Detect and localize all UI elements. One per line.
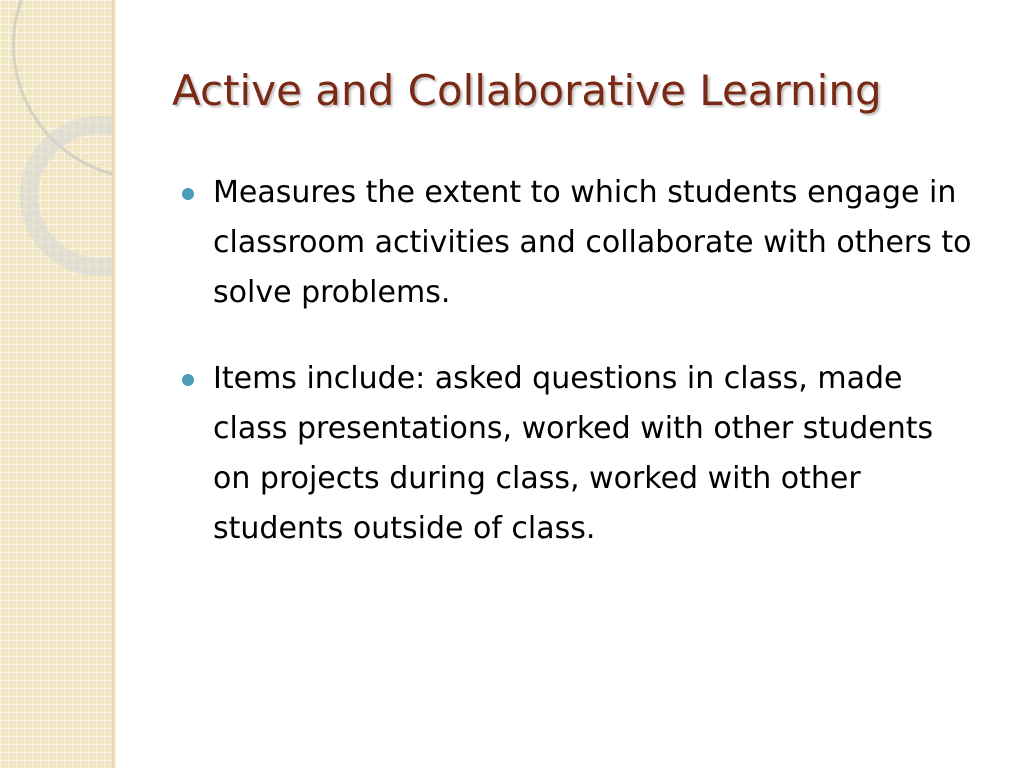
- bullet-dot-icon: [182, 374, 194, 386]
- decorative-side-band: [0, 0, 112, 768]
- decorative-ring-small: [20, 116, 112, 276]
- bullet-item: [182, 168, 972, 318]
- slide-title: Active and Collaborative Learning: [172, 66, 882, 115]
- bullet-dot-icon: [182, 188, 194, 200]
- side-band-edge: [112, 0, 116, 768]
- bullet-text: Measures the extent to which students engage in classroom activities and collaborate with others to solve problems.: [213, 175, 972, 310]
- bullet-text: Items include: asked questions in class, made class presentations, worked with other students on projects during class, worked with other students outside of class.: [213, 361, 934, 546]
- bullet-item: [182, 354, 972, 554]
- bullet-list: [182, 168, 972, 554]
